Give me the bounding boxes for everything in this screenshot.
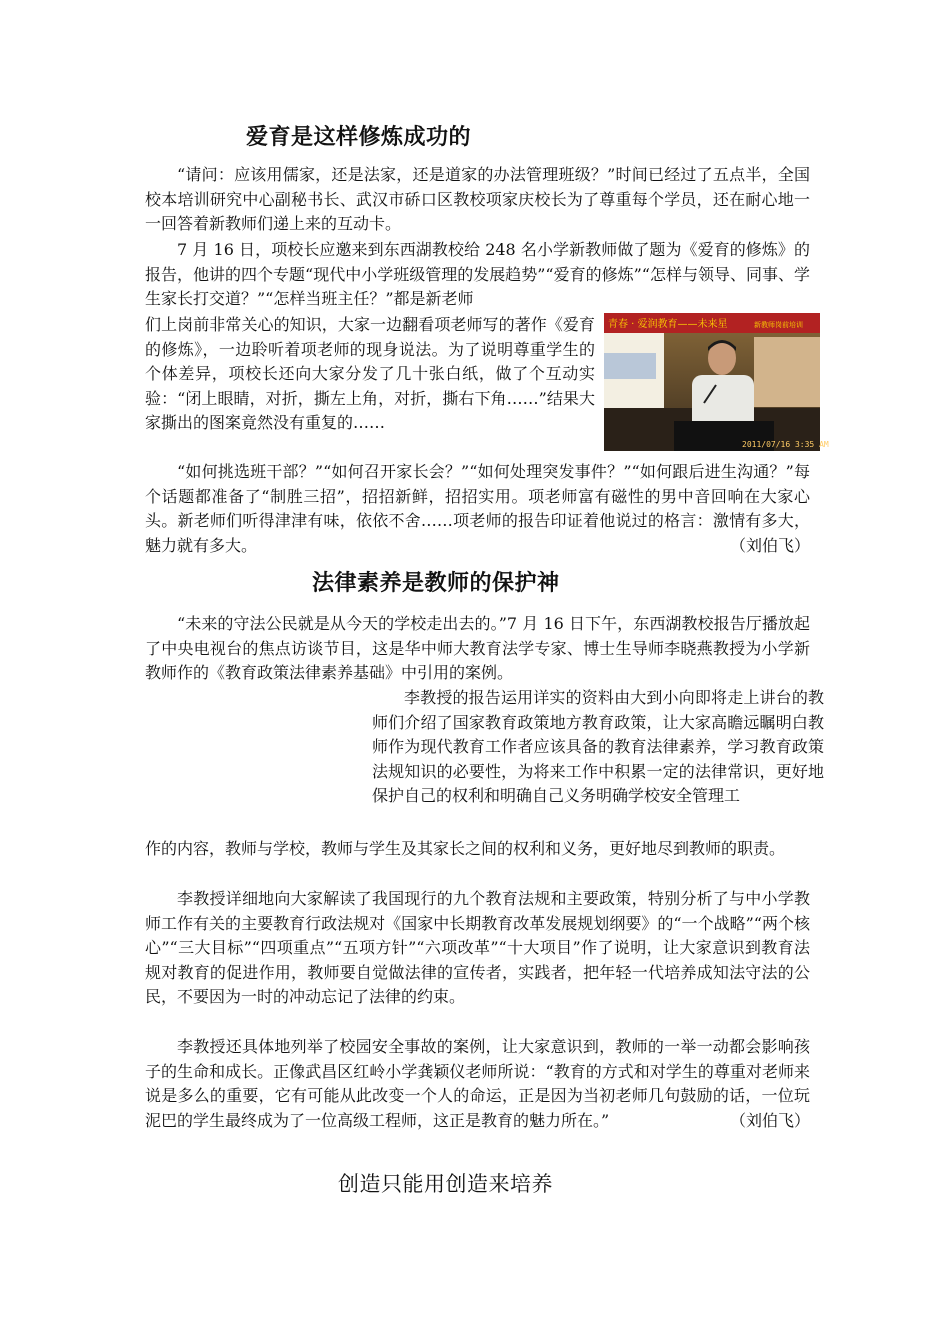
photo-banner-subtext: 新教师岗前培训 — [754, 321, 803, 329]
article-2-paragraph-2: 李教授的报告运用详实的资料由大到小向即将走上讲台的教师们介绍了国家教育政策地方教育政策，让大家高瞻远瞩明白教师作为现代教育工作者应该具备的教育法律素养，学习教育政策法规知识的必要性，为将来工作中积累一定的法律常识，更好地保护自己的权利和明确自己义务明确学校安全管理工 — [372, 688, 824, 805]
article-1-paragraph-1: “请问：应该用儒家，还是法家，还是道家的办法管理班级？”时间已经过了五点半，全国校本培训研究中心副秘书长、武汉市硚口区教校项家庆校长为了尊重每个学员，还在耐心地一一回答着新教师们递上来的互动卡。 — [145, 165, 810, 233]
article-1-paragraph-4 — [145, 460, 810, 558]
article-2-author: （刘伯飞） — [729, 1110, 810, 1130]
photo-timestamp: 2011/07/16 3:35 AM — [742, 440, 829, 449]
article-2-paragraph-2-continued: 作的内容，教师与学校，教师与学生及其家长之间的权利和义务，更好地尽到教师的职责。 — [145, 839, 786, 858]
article-2-paragraph-4 — [145, 1035, 810, 1133]
article-1-author: （刘伯飞） — [729, 535, 810, 555]
lecture-photo-image — [604, 313, 829, 451]
article-1-paragraph-4-text: “如何挑选班干部？”“如何召开家长会？”“如何处理突发事件？”“如何跟后进生沟通？”每个话题都准备了“制胜三招”，招招新鲜，招招实用。项老师富有磁性的男中音回响在大家心头。新老师们听得津津有味，依依不舍……项老师的报告印证着他说过的格言：激情有多大，魅力就有多大。 — [145, 462, 810, 555]
article-3-title: 创造只能用创造来培养 — [338, 1172, 553, 1196]
article-1-paragraph-3: 们上岗前非常关心的知识，大家一边翻看项老师写的著作《爱育的修炼》，一边聆听着项老师的现身说法。为了说明尊重学生的个体差异，项校长还向大家分发了几十张白纸，做了个互动实验：“闭上眼睛，对折，撕左上角，对折，撕右下角……”结果大家撕出的图案竟然没有重复的…… — [145, 315, 595, 432]
article-2-paragraph-3: 李教授详细地向大家解读了我国现行的九个教育法规和主要政策，特别分析了与中小学教师工作有关的主要教育行政法规对《国家中长期教育改革发展规划纲要》的“一个战略”“两个核心”“三大目标”“四项重点”“五项方针”“六项改革”“十大项目”作了说明，让大家意识到教育法规对教育的促进作用，教师要自觉做法律的宣传者，实践者，把年轻一代培养成知法守法的公民，不要因为一时的冲动忘记了法律的约束。 — [145, 889, 810, 1006]
article-2-paragraph-4-text: 李教授还具体地列举了校园安全事故的案例，让大家意识到，教师的一举一动都会影响孩子的生命和成长。正像武昌区红岭小学龚颖仪老师所说：“教育的方式和对学生的尊重对老师来说是多么的重要，它有可能从此改变一个人的命运，正是因为当初老师几句鼓励的话，一位玩泥巴的学生最终成为了一位高级工程师，这正是教育的魅力所在。” — [145, 1037, 810, 1130]
blank-figure-area — [145, 686, 355, 832]
article-1-paragraph-2: 7 月 16 日，项校长应邀来到东西湖教校给 248 名小学新教师做了题为《爱育的修炼》的报告，他讲的四个专题“现代中小学班级管理的发展趋势”“爱育的修炼”“怎样与领导、同事、学生家长打交道？”“怎样当班主任？”都是新老师 — [145, 240, 810, 308]
article-1-title: 爱育是这样修炼成功的 — [246, 124, 472, 150]
article-2-paragraph-1: “未来的守法公民就是从今天的学校走出去的。”7 月 16 日下午，东西湖教校报告厅播放起了中央电视台的焦点访谈节目，这是华中师大教育法学专家、博士生导师李晓燕教授为小学新教师作的《教育政策法律素养基础》中引用的案例。 — [145, 614, 810, 682]
photo-banner-text: 青春 · 爱润教育——未来星 — [608, 319, 728, 330]
lecture-photo — [604, 313, 829, 451]
article-2-title: 法律素养是教师的保护神 — [312, 570, 560, 596]
